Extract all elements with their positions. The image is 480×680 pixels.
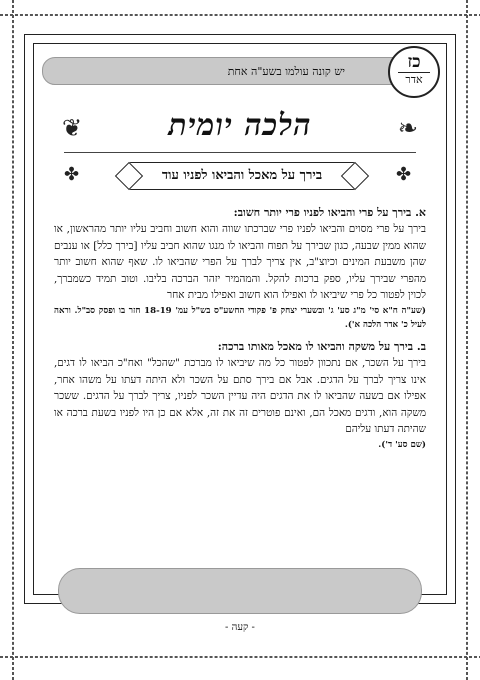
date-badge (388, 46, 440, 98)
title-row (40, 106, 440, 148)
page-number: - קעה - (225, 622, 255, 633)
ornament-right-icon: ✤ (396, 164, 412, 185)
header-tagline: יש קונה עולמו בשע"ה אחת (227, 65, 345, 78)
paragraph-gap (54, 332, 426, 340)
page-title: הלכה יומית (168, 108, 312, 143)
crop-line-bottom (0, 656, 480, 658)
section-banner (128, 162, 356, 190)
crop-line-right (466, 0, 468, 680)
paragraph-2-text: בירך על השכר, אם נתכוון לפטור כל מה שיביאו לו מברכת "שהכל" ואח"כ הביאו לו דגים, אינו צריך לברך על הדגים. אבל אם בירך סתם על השכר ולא היתה דעתו על משהו אחר, אפילו אם בשעה שהביאו לו את הדגים היה עדיין השכר לפניו, צריך לברך על הדגים. ששכר משקה הוא, ודגים מאכל הם, ואינם פוטרים זה את זה, אלא אם כן היו לפניו בשעת ברכה או שהיתה דעתו עליהם (54, 356, 426, 436)
footer-bar (58, 568, 422, 614)
paragraph-2-source: (שם סע' ד'). (378, 439, 426, 450)
flourish-right-icon: ❧ (397, 114, 418, 142)
flourish-left-icon: ❦ (62, 114, 83, 142)
date-badge-month: אדר (398, 72, 430, 87)
crop-line-left (12, 0, 14, 680)
date-badge-day: כז (407, 52, 421, 72)
section-title: בירך על מאכל והביאו לפניו עוד (161, 168, 323, 183)
paragraph-1-source: (שע"ה ח"א סי' מ"ג סע' ג' ובשערי יצחק פ' פקודי החשע"ס בש"ל עמ' 18-19 חזר בו ופסק סב"ל. וראה לעיל כ' אדר הלכה א'). (54, 305, 426, 330)
paragraph-1-heading: א. בירך על פרי והביאו לפניו פרי יותר חשוב: (233, 206, 426, 219)
paragraph-2-heading: ב. בירך על משקה והביאו לו מאכל מאותו ברכה: (217, 339, 426, 353)
paragraph-1-text: בירך על פרי מסוים והביאו לפניו פרי שברכתו שווה והוא חשוב וחביב עליו יותר מהראשון, או שהוא ממין שבעה, כגון שבירך על תפוח והביאו לו מנגו שהוא חביב עליו [בירך כלל] או ענבים שהן משבעת המינים וכיוצ"ב, אין צריך לברך על הפרי שהביאו לו. שאף שהוא חשוב יותר מהפרי שבירך עליו, ספק ברכות להקל. והמהמיר יזהר הברכה בליבו. וטוב תמיד כשמברך, לכוין לפטור כל פרי שיביאו לו ואפילו הוא חשוב ואפילו מבית אחר (54, 223, 426, 302)
ornament-left-icon: ✤ (64, 164, 80, 185)
title-divider (64, 152, 416, 153)
header-bar (42, 57, 430, 85)
crop-line-top (0, 14, 480, 16)
halacha-body (54, 206, 426, 452)
